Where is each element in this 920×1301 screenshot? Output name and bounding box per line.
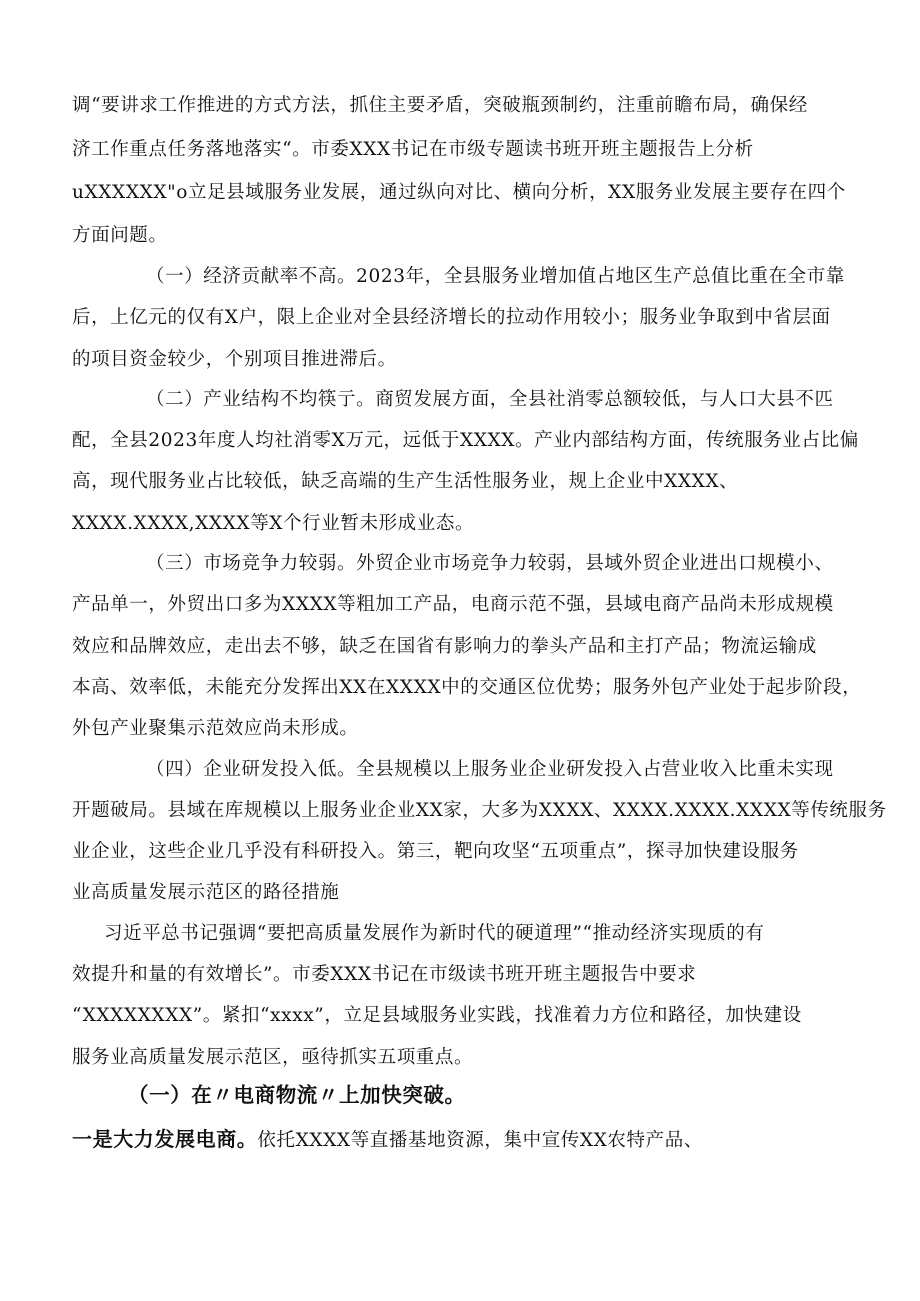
text-line: 后，上亿元的仅有X户，限上企业对全县经济增长的拉动作用较小；服务业争取到中省层面 bbox=[72, 307, 831, 328]
text-line: 济工作重点任务落地落实“。市委XXX书记在市级专题读书班开班主题报告上分析 bbox=[72, 139, 754, 160]
text-line: （二）产业结构不均筷亍。商贸发展方面，全县社消零总额较低，与人口大县不匹 bbox=[146, 389, 834, 410]
text-line: （一）经济贡献率不高。2023年，全县服务业增加值占地区生产总值比重在全市靠 bbox=[146, 266, 845, 287]
section-heading: （一）在〃电商物流〃上加快突破。 bbox=[128, 1083, 466, 1107]
text-line: 的项目资金较少，个别项目推进滞后。 bbox=[72, 349, 397, 370]
text-line: 开题破局。县域在库规模以上服务业企业XX家，大多为XXXX、XXXX.XXXX.XXXX等传统服务 bbox=[72, 800, 887, 821]
text-line: 产品单一，外贸出口多为XXXX等粗加工产品，电商示范不强，县域电商产品尚未形成规模 bbox=[72, 594, 834, 615]
text-line: 业企业，这些企业几乎没有科研投入。第三，靶向攻坚“五项重点”，探寻加快建设服务 bbox=[72, 841, 799, 862]
text-line: 高，现代服务业占比较低，缺乏高端的生产生活性服务业，规上企业中XXXX、 bbox=[72, 471, 739, 492]
text-line: 本高、效率低，未能充分发挥出XX在XXXX中的交通区位优势；服务外包产业处于起步阶段， bbox=[72, 677, 862, 698]
text-line: 调“要讲求工作推进的方式方法，抓住主要矛盾，突破瓶颈制约，注重前瞻布局，确保经 bbox=[72, 95, 808, 116]
text-line: 服务业高质量发展示范区，亟待抓实五项重点。 bbox=[72, 1047, 474, 1068]
text-line bbox=[72, 1127, 862, 1153]
subsection-lead: 一是大力发展电商。 bbox=[72, 1127, 258, 1151]
text-line: 外包产业聚集示范效应尚未形成。 bbox=[72, 718, 359, 739]
text-line: XXXX.XXXX,XXXX等X个行业暂未形成业态。 bbox=[72, 513, 475, 534]
text-line: 业高质量发展示范区的路径措施 bbox=[72, 882, 340, 903]
text-line: 效应和品牌效应，走出去不够，缺乏在国省有影响力的拳头产品和主打产品；物流运输成 bbox=[72, 636, 817, 657]
text-line: uXXXXXX"o立足县域服务业发展，通过纵向对比、横向分析，XX服务业发展主要存在四个 bbox=[72, 182, 846, 203]
text-line: “XXXXXXXX”。紧扣“xxxx”，立足县域服务业实践，找准着力方位和路径，加快建设 bbox=[72, 1005, 802, 1026]
text-line: （三）市场竞争力较弱。外贸企业市场竞争力较弱，县域外贸企业进出口规模小、 bbox=[146, 553, 834, 574]
text-line: 习近平总书记强调“要把高质量发展作为新时代的硬道理”“推动经济实现质的有 bbox=[104, 923, 765, 944]
text-line: 方面问题。 bbox=[72, 225, 168, 246]
text-line: 效提升和量的有效增长”。市委XXX书记在市级读书班开班主题报告中要求 bbox=[72, 964, 697, 985]
text-run: 依托XXXX等直播基地资源，集中宣传XX农特产品、 bbox=[257, 1130, 703, 1151]
text-line: （四）企业研发投入低。全县规模以上服务业企业研发投入占营业收入比重未实现 bbox=[146, 759, 834, 780]
text-line: 配，全县2023年度人均社消零X万元，远低于XXXX。产业内部结构方面，传统服务业占比偏 bbox=[72, 430, 859, 451]
